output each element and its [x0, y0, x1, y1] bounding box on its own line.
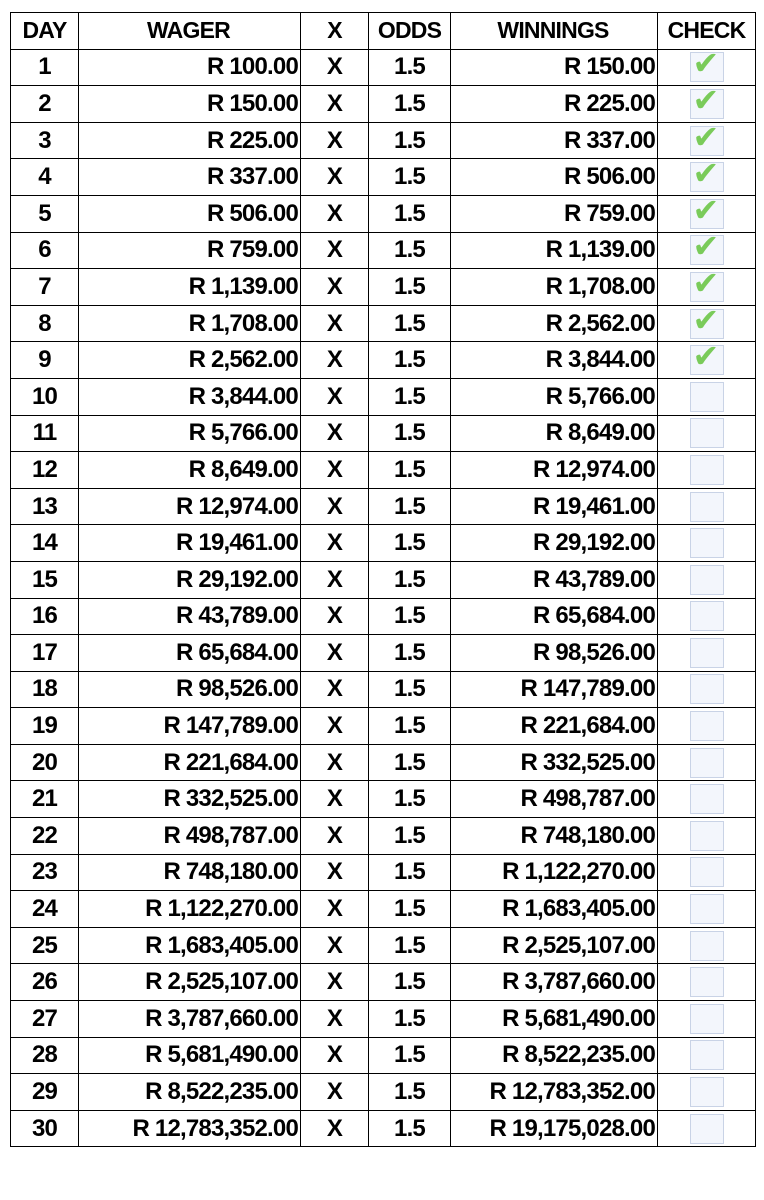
check-mark-icon: ✔: [692, 268, 719, 301]
wager-cell: R 19,461.00: [79, 525, 301, 562]
x-cell: X: [301, 378, 369, 415]
odds-cell: 1.5: [369, 964, 451, 1001]
winnings-cell: R 19,461.00: [451, 488, 658, 525]
day-cell: 14: [11, 525, 79, 562]
table-row: [11, 708, 756, 745]
x-cell: X: [301, 86, 369, 123]
odds-cell: 1.5: [369, 269, 451, 306]
winnings-cell: R 3,844.00: [451, 342, 658, 379]
odds-cell: 1.5: [369, 1074, 451, 1111]
checkbox[interactable]: [690, 418, 724, 448]
check-mark-icon: ✔: [692, 232, 719, 265]
check-cell: [658, 342, 756, 379]
checkbox[interactable]: [690, 967, 724, 997]
day-cell: 20: [11, 744, 79, 781]
winnings-cell: R 2,562.00: [451, 305, 658, 342]
winnings-cell: R 221,684.00: [451, 708, 658, 745]
checkbox[interactable]: [690, 711, 724, 741]
table-row: [11, 1110, 756, 1147]
table-row: [11, 452, 756, 489]
wager-cell: R 748,180.00: [79, 854, 301, 891]
winnings-cell: R 498,787.00: [451, 781, 658, 818]
table-row: [11, 1037, 756, 1074]
x-cell: X: [301, 232, 369, 269]
check-cell: [658, 671, 756, 708]
x-cell: X: [301, 305, 369, 342]
check-cell: [658, 1074, 756, 1111]
checkbox[interactable]: [690, 1114, 724, 1144]
winnings-cell: R 43,789.00: [451, 561, 658, 598]
table-row: [11, 342, 756, 379]
winnings-cell: R 8,522,235.00: [451, 1037, 658, 1074]
check-cell: [658, 781, 756, 818]
winnings-cell: R 748,180.00: [451, 818, 658, 855]
day-cell: 6: [11, 232, 79, 269]
wager-cell: R 8,522,235.00: [79, 1074, 301, 1111]
wager-cell: R 5,681,490.00: [79, 1037, 301, 1074]
day-cell: 1: [11, 49, 79, 86]
x-cell: X: [301, 1110, 369, 1147]
table-row: [11, 415, 756, 452]
odds-cell: 1.5: [369, 781, 451, 818]
checkbox[interactable]: [690, 85, 724, 119]
checkbox[interactable]: [690, 528, 724, 558]
odds-cell: 1.5: [369, 159, 451, 196]
odds-cell: 1.5: [369, 561, 451, 598]
winnings-cell: R 98,526.00: [451, 635, 658, 672]
check-cell: [658, 452, 756, 489]
checkbox[interactable]: [690, 857, 724, 887]
day-cell: 16: [11, 598, 79, 635]
header-row: [11, 13, 756, 50]
wager-cell: R 147,789.00: [79, 708, 301, 745]
odds-cell: 1.5: [369, 49, 451, 86]
table-row: [11, 891, 756, 928]
header-wager: WAGER: [79, 13, 301, 50]
x-cell: X: [301, 452, 369, 489]
check-cell: [658, 49, 756, 86]
wager-cell: R 2,562.00: [79, 342, 301, 379]
check-cell: [658, 927, 756, 964]
check-cell: [658, 1001, 756, 1038]
header-check: CHECK: [658, 13, 756, 50]
x-cell: X: [301, 342, 369, 379]
day-cell: 8: [11, 305, 79, 342]
table-row: [11, 561, 756, 598]
wager-cell: R 65,684.00: [79, 635, 301, 672]
checkbox[interactable]: [690, 565, 724, 595]
check-cell: [658, 891, 756, 928]
checkbox[interactable]: [690, 232, 724, 265]
odds-cell: 1.5: [369, 122, 451, 159]
table-row: [11, 122, 756, 159]
check-cell: [658, 964, 756, 1001]
winnings-cell: R 12,974.00: [451, 452, 658, 489]
winnings-cell: R 147,789.00: [451, 671, 658, 708]
odds-cell: 1.5: [369, 1110, 451, 1147]
check-cell: [658, 1110, 756, 1147]
x-cell: X: [301, 1001, 369, 1038]
winnings-cell: R 8,649.00: [451, 415, 658, 452]
day-cell: 5: [11, 195, 79, 232]
check-mark-icon: ✔: [692, 305, 719, 338]
wager-cell: R 100.00: [79, 49, 301, 86]
wager-table: [10, 12, 756, 1147]
x-cell: X: [301, 598, 369, 635]
x-cell: X: [301, 195, 369, 232]
winnings-cell: R 19,175,028.00: [451, 1110, 658, 1147]
winnings-cell: R 506.00: [451, 159, 658, 196]
odds-cell: 1.5: [369, 671, 451, 708]
x-cell: X: [301, 927, 369, 964]
table-row: [11, 488, 756, 525]
wager-cell: R 337.00: [79, 159, 301, 196]
checkbox[interactable]: [690, 492, 724, 522]
day-cell: 26: [11, 964, 79, 1001]
x-cell: X: [301, 854, 369, 891]
checkbox[interactable]: [690, 1004, 724, 1034]
wager-cell: R 3,787,660.00: [79, 1001, 301, 1038]
table-row: [11, 378, 756, 415]
table-row: [11, 49, 756, 86]
wager-cell: R 1,708.00: [79, 305, 301, 342]
checkbox[interactable]: [690, 748, 724, 778]
x-cell: X: [301, 159, 369, 196]
table-body: [11, 49, 756, 1147]
checkbox[interactable]: [690, 638, 724, 668]
day-cell: 10: [11, 378, 79, 415]
checkbox[interactable]: [690, 122, 724, 156]
x-cell: X: [301, 269, 369, 306]
check-cell: [658, 86, 756, 123]
odds-cell: 1.5: [369, 452, 451, 489]
day-cell: 7: [11, 269, 79, 306]
table-row: [11, 598, 756, 635]
winnings-cell: R 759.00: [451, 195, 658, 232]
wager-cell: R 1,139.00: [79, 269, 301, 306]
check-cell: [658, 195, 756, 232]
checkbox[interactable]: [690, 894, 724, 924]
winnings-cell: R 12,783,352.00: [451, 1074, 658, 1111]
day-cell: 24: [11, 891, 79, 928]
checkbox[interactable]: [690, 455, 724, 485]
winnings-cell: R 1,708.00: [451, 269, 658, 306]
wager-cell: R 1,683,405.00: [79, 927, 301, 964]
odds-cell: 1.5: [369, 927, 451, 964]
check-mark-icon: ✔: [692, 341, 719, 375]
day-cell: 23: [11, 854, 79, 891]
wager-cell: R 221,684.00: [79, 744, 301, 781]
odds-cell: 1.5: [369, 305, 451, 342]
wager-cell: R 29,192.00: [79, 561, 301, 598]
checkbox[interactable]: [690, 158, 724, 192]
checkbox[interactable]: [690, 1077, 724, 1107]
check-cell: [658, 269, 756, 306]
wager-cell: R 332,525.00: [79, 781, 301, 818]
table-row: [11, 964, 756, 1001]
check-cell: [658, 598, 756, 635]
check-cell: [658, 708, 756, 745]
odds-cell: 1.5: [369, 635, 451, 672]
header-winnings: WINNINGS: [451, 13, 658, 50]
day-cell: 30: [11, 1110, 79, 1147]
odds-cell: 1.5: [369, 854, 451, 891]
checkbox[interactable]: [690, 305, 724, 339]
odds-cell: 1.5: [369, 488, 451, 525]
header-odds: ODDS: [369, 13, 451, 50]
wager-cell: R 225.00: [79, 122, 301, 159]
x-cell: X: [301, 891, 369, 928]
day-cell: 11: [11, 415, 79, 452]
winnings-cell: R 3,787,660.00: [451, 964, 658, 1001]
checkbox[interactable]: [690, 268, 724, 302]
table-row: [11, 818, 756, 855]
table-row: [11, 744, 756, 781]
wager-cell: R 3,844.00: [79, 378, 301, 415]
day-cell: 27: [11, 1001, 79, 1038]
odds-cell: 1.5: [369, 342, 451, 379]
wager-cell: R 5,766.00: [79, 415, 301, 452]
wager-cell: R 43,789.00: [79, 598, 301, 635]
wager-cell: R 150.00: [79, 86, 301, 123]
winnings-cell: R 1,139.00: [451, 232, 658, 269]
wager-cell: R 759.00: [79, 232, 301, 269]
winnings-cell: R 337.00: [451, 122, 658, 159]
x-cell: X: [301, 49, 369, 86]
winnings-cell: R 5,681,490.00: [451, 1001, 658, 1038]
day-cell: 15: [11, 561, 79, 598]
checkbox[interactable]: [690, 674, 724, 704]
winnings-cell: R 5,766.00: [451, 378, 658, 415]
check-cell: [658, 744, 756, 781]
header-x: X: [301, 13, 369, 50]
checkbox[interactable]: [690, 784, 724, 814]
odds-cell: 1.5: [369, 195, 451, 232]
checkbox[interactable]: [690, 195, 724, 229]
day-cell: 22: [11, 818, 79, 855]
check-cell: [658, 488, 756, 525]
wager-cell: R 12,783,352.00: [79, 1110, 301, 1147]
odds-cell: 1.5: [369, 525, 451, 562]
table-row: [11, 159, 756, 196]
table-row: [11, 86, 756, 123]
check-cell: [658, 635, 756, 672]
day-cell: 29: [11, 1074, 79, 1111]
checkbox[interactable]: [690, 601, 724, 631]
wager-cell: R 2,525,107.00: [79, 964, 301, 1001]
day-cell: 3: [11, 122, 79, 159]
day-cell: 13: [11, 488, 79, 525]
x-cell: X: [301, 818, 369, 855]
winnings-cell: R 225.00: [451, 86, 658, 123]
odds-cell: 1.5: [369, 818, 451, 855]
wager-cell: R 498,787.00: [79, 818, 301, 855]
winnings-cell: R 2,525,107.00: [451, 927, 658, 964]
odds-cell: 1.5: [369, 744, 451, 781]
winnings-cell: R 332,525.00: [451, 744, 658, 781]
wager-cell: R 8,649.00: [79, 452, 301, 489]
table-row: [11, 854, 756, 891]
checkbox[interactable]: [690, 1040, 724, 1070]
check-mark-icon: ✔: [692, 122, 719, 155]
winnings-cell: R 150.00: [451, 49, 658, 86]
x-cell: X: [301, 122, 369, 159]
check-cell: [658, 159, 756, 196]
wager-cell: R 12,974.00: [79, 488, 301, 525]
checkbox[interactable]: [690, 49, 724, 82]
checkbox[interactable]: [690, 931, 724, 961]
wager-cell: R 506.00: [79, 195, 301, 232]
check-cell: [658, 525, 756, 562]
checkbox[interactable]: [690, 341, 724, 375]
table-row: [11, 781, 756, 818]
x-cell: X: [301, 488, 369, 525]
table-row: [11, 269, 756, 306]
table-row: [11, 635, 756, 672]
odds-cell: 1.5: [369, 1037, 451, 1074]
odds-cell: 1.5: [369, 891, 451, 928]
table-row: [11, 305, 756, 342]
day-cell: 2: [11, 86, 79, 123]
day-cell: 18: [11, 671, 79, 708]
check-cell: [658, 818, 756, 855]
table-row: [11, 671, 756, 708]
day-cell: 17: [11, 635, 79, 672]
day-cell: 21: [11, 781, 79, 818]
x-cell: X: [301, 1074, 369, 1111]
odds-cell: 1.5: [369, 232, 451, 269]
day-cell: 12: [11, 452, 79, 489]
day-cell: 28: [11, 1037, 79, 1074]
winnings-cell: R 65,684.00: [451, 598, 658, 635]
x-cell: X: [301, 781, 369, 818]
checkbox[interactable]: [690, 821, 724, 851]
table-row: [11, 232, 756, 269]
x-cell: X: [301, 744, 369, 781]
table-row: [11, 195, 756, 232]
winnings-cell: R 1,122,270.00: [451, 854, 658, 891]
table-row: [11, 525, 756, 562]
day-cell: 25: [11, 927, 79, 964]
table-row: [11, 1074, 756, 1111]
check-cell: [658, 415, 756, 452]
table-row: [11, 1001, 756, 1038]
x-cell: X: [301, 525, 369, 562]
odds-cell: 1.5: [369, 1001, 451, 1038]
check-cell: [658, 1037, 756, 1074]
x-cell: X: [301, 415, 369, 452]
day-cell: 9: [11, 342, 79, 379]
check-cell: [658, 561, 756, 598]
x-cell: X: [301, 708, 369, 745]
wager-cell: R 1,122,270.00: [79, 891, 301, 928]
check-mark-icon: ✔: [692, 195, 719, 228]
odds-cell: 1.5: [369, 86, 451, 123]
checkbox[interactable]: [690, 382, 724, 412]
x-cell: X: [301, 635, 369, 672]
x-cell: X: [301, 671, 369, 708]
odds-cell: 1.5: [369, 415, 451, 452]
check-cell: [658, 854, 756, 891]
odds-cell: 1.5: [369, 708, 451, 745]
x-cell: X: [301, 561, 369, 598]
check-cell: [658, 122, 756, 159]
odds-cell: 1.5: [369, 378, 451, 415]
table-row: [11, 927, 756, 964]
x-cell: X: [301, 1037, 369, 1074]
winnings-cell: R 1,683,405.00: [451, 891, 658, 928]
check-mark-icon: ✔: [692, 158, 719, 192]
check-cell: [658, 305, 756, 342]
winnings-cell: R 29,192.00: [451, 525, 658, 562]
check-mark-icon: ✔: [692, 49, 719, 82]
day-cell: 4: [11, 159, 79, 196]
check-mark-icon: ✔: [692, 85, 719, 118]
wager-cell: R 98,526.00: [79, 671, 301, 708]
odds-cell: 1.5: [369, 598, 451, 635]
x-cell: X: [301, 964, 369, 1001]
header-day: DAY: [11, 13, 79, 50]
check-cell: [658, 232, 756, 269]
day-cell: 19: [11, 708, 79, 745]
check-cell: [658, 378, 756, 415]
